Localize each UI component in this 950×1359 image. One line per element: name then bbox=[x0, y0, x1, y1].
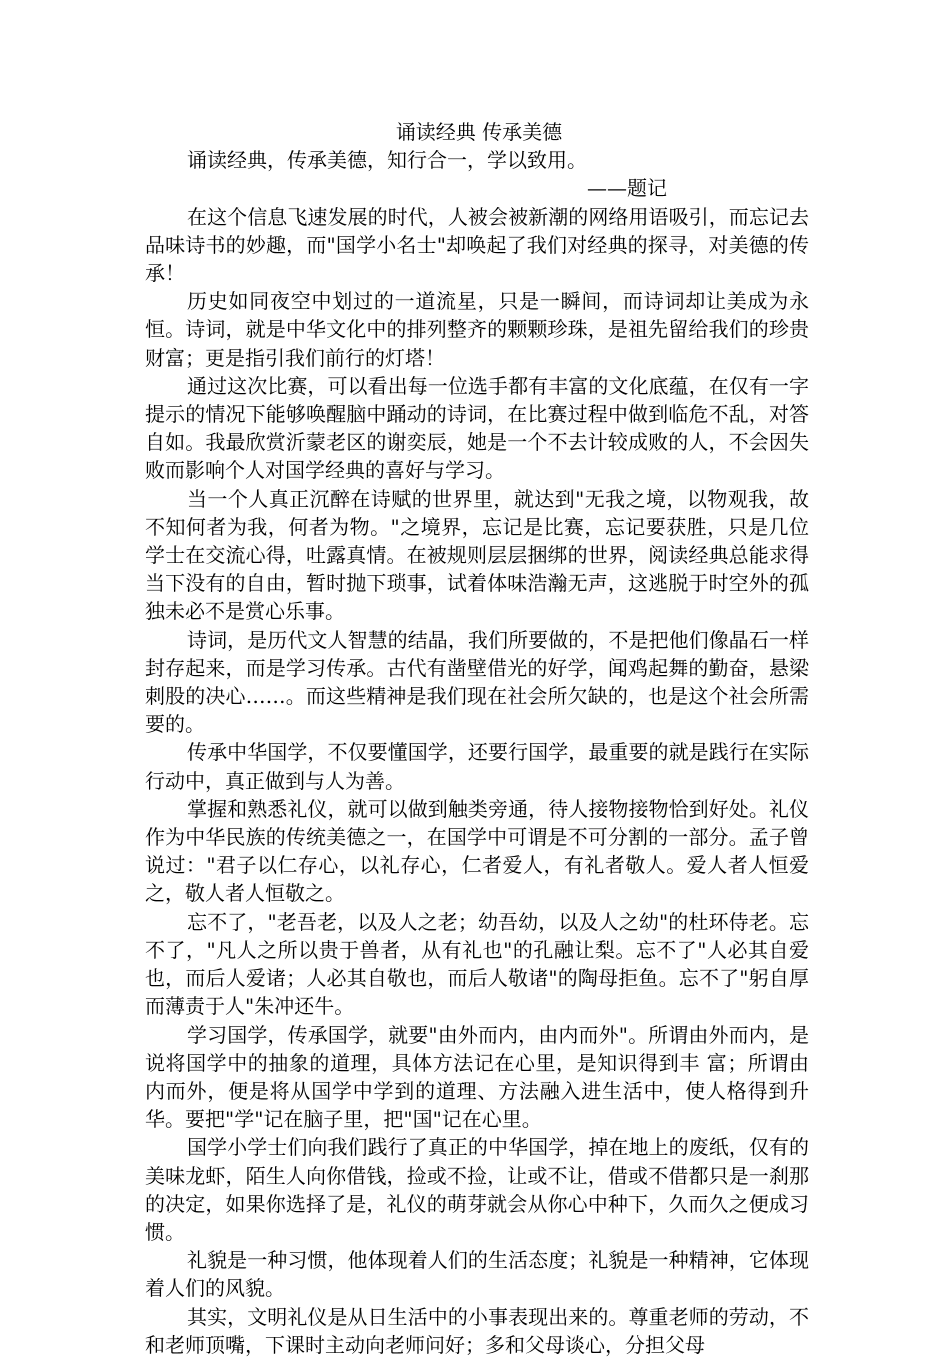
paragraph: 通过这次比赛，可以看出每一位选手都有丰富的文化底蕴，在仅有一字提示的情况下能够唤醒脑中踊动的诗词，在比赛过程中做到临危不乱，对答自如。我最欣赏沂蒙老区的谢奕辰，她是一个不去计较成败的人，不会因失败而影响个人对国学经典的喜好与学习。 bbox=[145, 373, 809, 483]
paragraph: 其实，文明礼仪是从日生活中的小事表现出来的。尊重老师的劳动，不和老师顶嘴，下课时主动向老师问好；多和父母谈心，分担父母 bbox=[145, 1304, 809, 1357]
paragraph: 掌握和熟悉礼仪，就可以做到触类旁通，待人接物接物恰到好处。礼仪作为中华民族的传统美德之一，在国学中可谓是不可分割的一部分。孟子曾说过："君子以仁存心，以礼存心，仁者爱人，有礼者敬人。爱人者人恒爱之，敬人者人恒敬之。 bbox=[145, 796, 809, 906]
paragraph: 历史如同夜空中划过的一道流星，只是一瞬间，而诗词却让美成为永恒。诗词，就是中华文化中的排列整齐的颗颗珍珠，是祖先留给我们的珍贵财富；更是指引我们前行的灯塔！ bbox=[145, 289, 809, 370]
paragraph: 学习国学，传承国学，就要"由外而内，由内而外"。所谓由外而内，是说将国学中的抽象的道理，具体方法记在心里，是知识得到丰 富；所谓由内而外，便是将从国学中学到的道理、方法融入进生活中，使人格得到升华。要把"学"记在脑子里，把"国"记在心里。 bbox=[145, 1022, 809, 1132]
paragraph: 礼貌是一种习惯，他体现着人们的生活态度；礼貌是一种精神，它体现着人们的风貌。 bbox=[145, 1248, 809, 1301]
document-page bbox=[145, 118, 809, 1359]
paragraph: 传承中华国学，不仅要懂国学，还要行国学，最重要的就是践行在实际行动中，真正做到与人为善。 bbox=[145, 740, 809, 793]
motto-line: 诵读经典，传承美德，知行合一，学以致用。 bbox=[187, 148, 587, 173]
document-title: 诵读经典 传承美德 bbox=[395, 120, 563, 144]
paragraph: 在这个信息飞速发展的时代，人被会被新潮的网络用语吸引，而忘记去品味诗书的妙趣，而"国学小名士"却唤起了我们对经典的探寻，对美德的传承！ bbox=[145, 204, 809, 286]
paragraph: 当一个人真正沉醉在诗赋的世界里，就达到"无我之境，以物观我，故不知何者为我，何者为物。"之境界，忘记是比赛，忘记要获胜，只是几位学士在交流心得，吐露真情。在被规则层层捆绑的世界，阅读经典总能求得当下没有的自由，暂时抛下琐事，试着体味浩瀚无声，这逃脱于时空外的孤独未必不是赏心乐事。 bbox=[145, 486, 809, 624]
motto-signature: ——题记 bbox=[587, 176, 667, 201]
paragraph: 诗词，是历代文人智慧的结晶，我们所要做的，不是把他们像晶石一样封存起来，而是学习传承。古代有凿壁借光的好学，闻鸡起舞的勤奋，悬梁刺股的决心……。而这些精神是我们现在社会所欠缺的，也是这个社会所需要的。 bbox=[145, 627, 809, 737]
paragraph: 国学小学士们向我们践行了真正的中华国学，掉在地上的废纸，仅有的美味龙虾，陌生人向你借钱，捡或不捡，让或不让，借或不借都只是一刹那的决定，如果你选择了是，礼仪的萌芽就会从你心中种下，久而久之便成习惯。 bbox=[145, 1135, 809, 1244]
paragraph: 忘不了，"老吾老，以及人之老；幼吾幼，以及人之幼"的杜环侍老。忘不了，"凡人之所以贵于兽者，从有礼也"的孔融让梨。忘不了"人必其自爱也，而后人爱诸；人必其自敬也，而后人敬诸"的陶母拒鱼。忘不了"躬自厚而薄责于人"朱冲还牛。 bbox=[145, 909, 809, 1019]
